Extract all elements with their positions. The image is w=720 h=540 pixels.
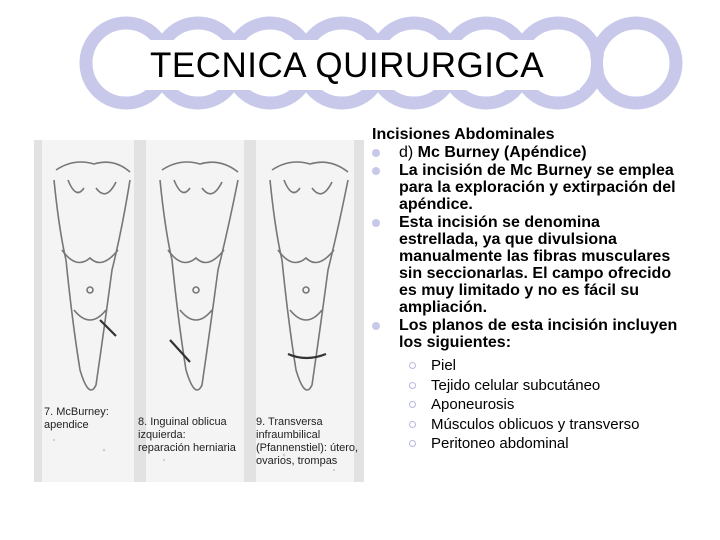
slide-title: TECNICA QUIRURGICA — [150, 46, 545, 85]
bullet-text: Los planos de esta incisión incluyen los siguientes: — [399, 317, 678, 351]
circle-bullet-icon — [409, 362, 416, 369]
content-heading: Incisiones Abdominales — [372, 126, 555, 143]
incisions-illustration — [34, 140, 364, 482]
sub-bullet-text: Piel — [431, 357, 457, 374]
list-item — [372, 144, 682, 161]
sub-list-item — [399, 434, 682, 454]
circle-bullet-icon — [409, 440, 416, 447]
sub-bullet-list — [399, 356, 682, 454]
bullet-icon — [372, 322, 380, 330]
slide-content — [372, 126, 682, 455]
bullet-text: Mc Burney (Apéndice) — [417, 144, 587, 161]
sub-bullet-text: Peritoneo abdominal — [431, 435, 569, 452]
figure-label-inguinal: 8. Inguinal oblicua izquierda: reparación herniaria — [138, 416, 236, 454]
sub-bullet-text: Aponeurosis — [431, 396, 515, 413]
sub-list-item — [399, 395, 682, 415]
list-item — [372, 317, 682, 454]
list-item — [372, 214, 682, 316]
sub-list-item — [399, 376, 682, 396]
list-item — [372, 162, 682, 213]
bullet-text: La incisión de Mc Burney se emplea para la exploración y extirpación del apéndice. — [399, 162, 676, 213]
bullet-prefix: d) — [399, 144, 418, 161]
circle-bullet-icon — [409, 382, 416, 389]
bullet-icon — [372, 167, 380, 175]
sub-list-item — [399, 415, 682, 435]
circle-bullet-icon — [409, 401, 416, 408]
figure-label-mcburney: 7. McBurney: apendice — [44, 406, 109, 431]
bullet-list — [372, 144, 682, 454]
sub-bullet-text: Músculos oblicuos y transverso — [431, 415, 640, 433]
bullet-icon — [372, 149, 380, 157]
sub-list-item — [399, 356, 682, 376]
sub-bullet-text: Tejido celular subcutáneo — [431, 376, 601, 394]
bullet-icon — [372, 219, 380, 227]
figure-label-transverse: 9. Transversa infraumbilical (Pfannenstiel): útero, ovarios, trompas — [256, 416, 359, 467]
circle-bullet-icon — [409, 421, 416, 428]
bullet-text: Esta incisión se denomina estrellada, ya que divulsiona manualmente las fibras musculares sin seccionarlas. El campo ofrecido es muy limitado y no es fácil su ampliación. — [399, 214, 672, 316]
